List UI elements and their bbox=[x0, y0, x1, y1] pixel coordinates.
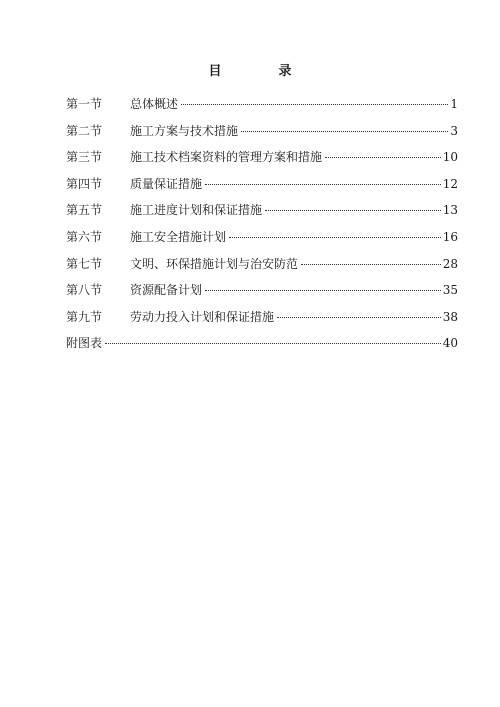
toc-section-number: 第三节 bbox=[66, 150, 103, 165]
toc-section-number: 第九节 bbox=[66, 309, 103, 324]
toc-leader-dots bbox=[229, 237, 441, 238]
toc-entry[interactable] bbox=[66, 123, 458, 150]
toc-section-number: 第二节 bbox=[66, 123, 103, 138]
toc-entry[interactable] bbox=[66, 96, 458, 123]
toc-entry-title: 质量保证措施 bbox=[130, 176, 203, 191]
toc-leader-dots bbox=[241, 131, 448, 132]
page-title: 目 录 bbox=[208, 64, 314, 79]
toc-leader-dots bbox=[265, 210, 441, 211]
toc-page-number: 28 bbox=[442, 256, 458, 271]
toc-page-number: 38 bbox=[442, 309, 458, 324]
table-of-contents bbox=[66, 96, 458, 362]
toc-entry[interactable] bbox=[66, 149, 458, 176]
toc-section-number: 第七节 bbox=[66, 256, 103, 271]
toc-page-number: 16 bbox=[442, 229, 458, 244]
toc-page-number: 12 bbox=[442, 176, 458, 191]
toc-page-number: 13 bbox=[442, 203, 458, 218]
toc-leader-dots bbox=[181, 104, 448, 105]
toc-entry-title: 文明、环保措施计划与治安防范 bbox=[130, 256, 299, 271]
toc-leader-dots bbox=[277, 317, 441, 318]
toc-section-number: 第六节 bbox=[66, 229, 103, 244]
toc-page-number: 35 bbox=[442, 283, 458, 298]
toc-entry[interactable] bbox=[66, 176, 458, 203]
toc-section-number: 第四节 bbox=[66, 176, 103, 191]
toc-page-number: 3 bbox=[450, 123, 458, 138]
toc-entry-title: 施工安全措施计划 bbox=[130, 229, 227, 244]
toc-section-number: 第一节 bbox=[66, 97, 103, 111]
toc-entry-title: 施工方案与技术措施 bbox=[130, 123, 239, 138]
toc-entry-title: 总体概述 bbox=[130, 97, 179, 111]
toc-leader-dots bbox=[301, 264, 441, 265]
toc-entry[interactable] bbox=[66, 282, 458, 309]
toc-page-number: 1 bbox=[450, 97, 458, 111]
toc-entry[interactable] bbox=[66, 229, 458, 256]
toc-leader-dots bbox=[105, 343, 441, 344]
toc-entry-appendix[interactable] bbox=[66, 335, 458, 362]
toc-entry-title: 资源配备计划 bbox=[130, 283, 203, 298]
toc-page-number: 40 bbox=[442, 336, 458, 351]
toc-entry[interactable] bbox=[66, 309, 458, 336]
toc-section-number: 第八节 bbox=[66, 283, 103, 298]
toc-page-number: 10 bbox=[442, 150, 458, 165]
toc-entry-title: 施工技术档案资料的管理方案和措施 bbox=[130, 150, 323, 165]
toc-section-number: 第五节 bbox=[66, 203, 103, 218]
toc-entry[interactable] bbox=[66, 256, 458, 283]
toc-leader-dots bbox=[205, 290, 441, 291]
toc-entry[interactable] bbox=[66, 202, 458, 229]
toc-leader-dots bbox=[325, 157, 441, 158]
toc-entry-title: 施工进度计划和保证措施 bbox=[130, 203, 263, 218]
toc-entry-title: 附图表 bbox=[66, 336, 103, 351]
toc-entry-title: 劳动力投入计划和保证措施 bbox=[130, 309, 275, 324]
toc-leader-dots bbox=[205, 184, 441, 185]
